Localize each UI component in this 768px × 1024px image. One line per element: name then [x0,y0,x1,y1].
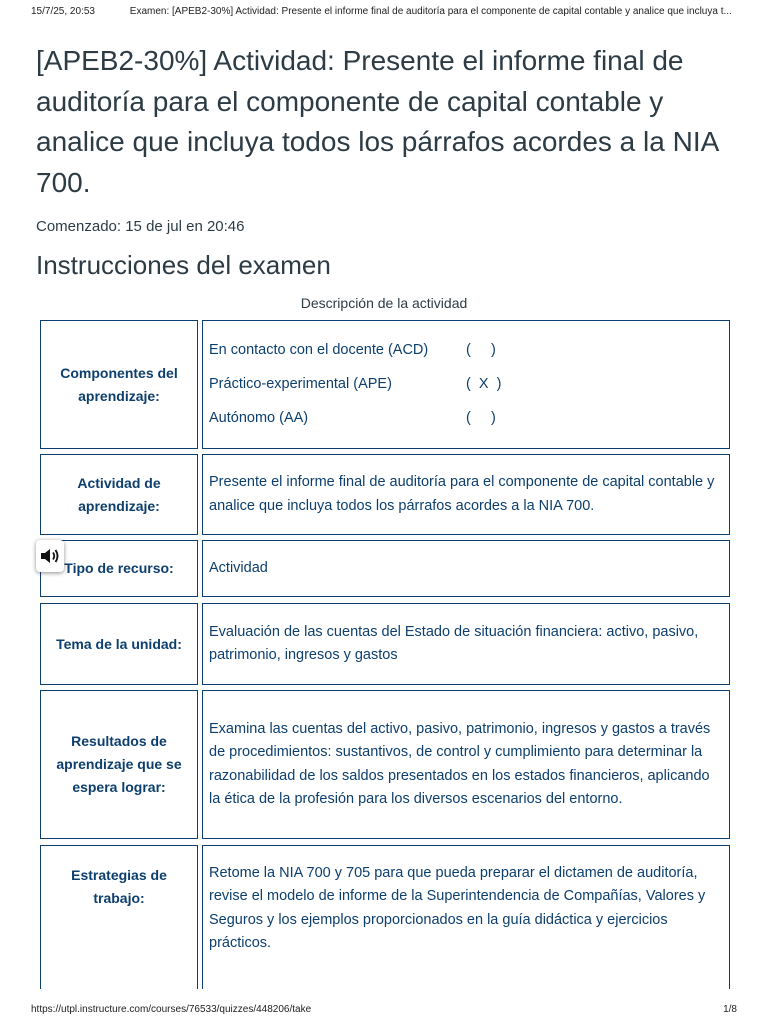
table-row-actividad [40,454,730,535]
table-row-tipo-recurso [40,540,730,597]
component-options [209,334,501,436]
print-datetime: 15/7/25, 20:53 [31,6,95,17]
print-header [31,6,748,17]
row-value: Examina las cuentas del activo, pasivo, patrimonio, ingresos y gastos a través de procedimientos: sustantivos, de control y cumplimiento para determinar la razonabilidad de los saldos presentados en los estados financieros, aplicando la ética de la profesión para los diversos escenarios del entorno. [202,690,730,839]
quiz-title: [APEB2-30%] Actividad: Presente el informe final de auditoría para el componente de capital contable y analice que incluya todos los párrafos acordes a la NIA 700. [36,45,718,198]
table-row-resultados [40,690,730,839]
option-label: Práctico-experimental (APE) [209,375,392,392]
option-aa [209,402,501,436]
row-value: Actividad [202,540,730,597]
row-value: Evaluación de las cuentas del Estado de situación financiera: activo, pasivo, patrimonio, ingresos y gastos [202,603,730,685]
option-mark: ( X ) [466,375,502,392]
option-ape [209,368,501,402]
table-caption: Descripción de la actividad [300,295,468,311]
table-row-tema [40,603,730,685]
row-label: Tipo de recurso: [40,540,198,597]
option-label: En contacto con el docente (ACD) [209,341,429,358]
row-label: Tema de la unidad: [40,603,198,685]
print-page-title: Examen: [APEB2-30%] Actividad: Presente el informe final de auditoría para el componente de capital contable y analice que incluya t... [129,6,732,17]
started-timestamp: Comenzado: 15 de jul en 20:46 [36,218,245,235]
table-row-estrategias [40,845,730,989]
row-value: Presente el informe final de auditoría para el componente de capital contable y analice que incluya todos los párrafos acordes a la NIA 700. [202,454,730,535]
read-aloud-button[interactable] [36,540,64,572]
row-value: Retome la NIA 700 y 705 para que pueda preparar el dictamen de auditoría, revise el modelo de informe de la Superintendencia de Compañías, Valores y Seguros y los ejemplos proporcionados en la guía didáctica y ejercicios prácticos. [202,845,730,989]
option-mark: ( ) [466,409,496,426]
page-number: 1/8 [723,1004,737,1015]
row-label: Componentes del aprendizaje: [40,320,198,449]
option-mark: ( ) [466,341,496,358]
row-value [202,320,730,449]
print-url: https://utpl.instructure.com/courses/76533/quizzes/448206/take [31,1004,312,1015]
option-acd [209,334,501,368]
row-label: Resultados de aprendizaje que se espera lograr: [40,690,198,839]
option-label: Autónomo (AA) [209,409,309,426]
table-row-componentes [40,320,730,449]
instructions-heading: Instrucciones del examen [36,250,331,280]
row-label: Actividad de aprendizaje: [40,454,198,535]
speaker-icon [40,547,60,565]
row-label: Estrategias de trabajo: [40,845,198,989]
